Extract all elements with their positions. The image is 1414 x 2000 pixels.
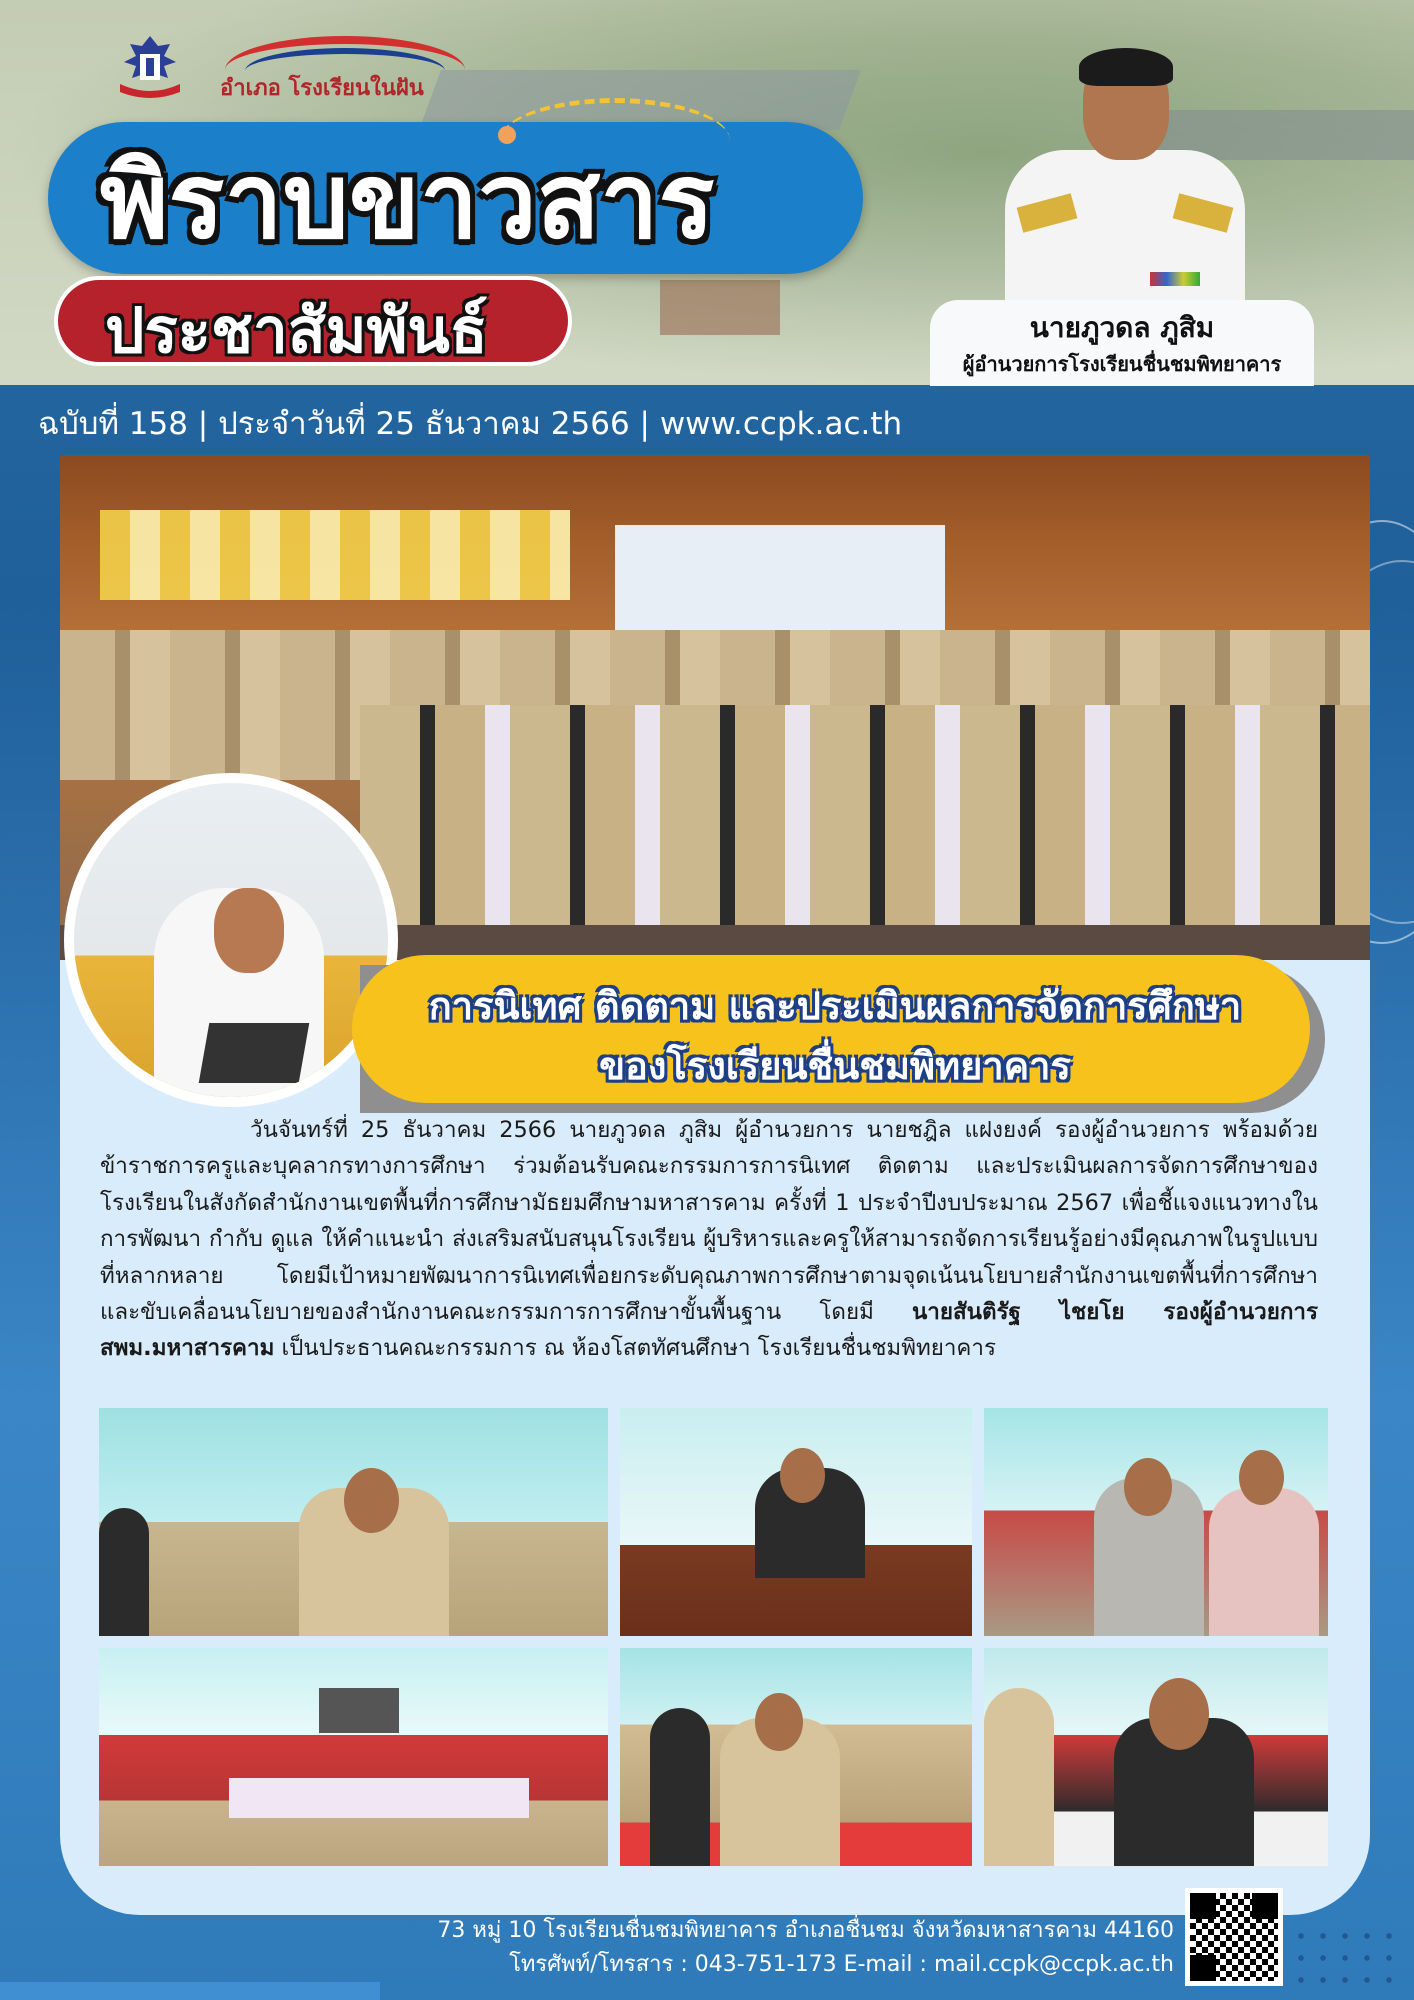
school-crest-logo: [110, 32, 190, 102]
article-body-bold: นายสันติรัฐ ไชยโย รองผู้อำนวยการ สพม.มหาสารคาม: [100, 1299, 1318, 1362]
dot-pattern-decoration: [1290, 1925, 1400, 1985]
dream-school-logo: [215, 30, 475, 100]
dream-school-logo-text: อำเภอ โรงเรียนในฝัน: [220, 76, 424, 101]
gallery-photo: [99, 1648, 608, 1866]
bottom-accent-bar: [0, 1982, 380, 2000]
gallery-photo: [984, 1648, 1328, 1866]
gallery-photo: [620, 1648, 972, 1866]
headline-line-1: การนิเทศ ติดตาม และประเมินผลการจัดการศึกษา: [428, 984, 1242, 1028]
article-body-part-1: วันจันทร์ที่ 25 ธันวาคม 2566 นายภูวดล ภูสิม ผู้อำนวยการ นายชฎิล แฝงยงค์ รองผู้อำนวยการ พร้อมด้วยข้าราชการครูและบุคลากรทางการศึกษา ร่วมต้อนรับคณะกรรมการการนิเทศ ติดตาม และประเมินผลการจัดการศึกษาของโรงเรียนในสังกัดสำนักงานเขตพื้นที่การศึกษามัธยมศึกษามหาสารคาม ครั้งที่ 1 ประจำปีงบประมาณ 2567 เพื่อชี้แจงแนวทางในการพัฒนา กำกับ ดูแล ให้คำแนะนำ ส่งเสริมสนับสนุนโรงเรียน ผู้บริหารและครูให้สามารถจัดการเรียนรู้อย่างมีคุณภาพในรูปแบบที่หลากหลาย โดยมีเป้าหมายพัฒนาการนิเทศเพื่อยกระดับคุณภาพการศึกษาตามจุดเน้นนโยบายสำนักงานเขตพื้นที่การศึกษา และขับเคลื่อนนโยบายของสำนักงานคณะกรรมการการศึกษาขั้นพื้นฐาน โดยมี: [100, 1117, 1318, 1326]
gallery-photo: [984, 1408, 1328, 1636]
director-name: นายภูวดล ภูสิม: [1029, 311, 1215, 344]
director-role: ผู้อำนวยการโรงเรียนชื่นชมพิทยาคาร: [962, 352, 1282, 376]
newsletter-title: พิราบขาวสาร: [100, 140, 715, 262]
footer-contact: โทรศัพท์/โทรสาร : 043-751-173 E-mail : mail.ccpk@ccpk.ac.th: [509, 1952, 1174, 1977]
qr-code[interactable]: [1185, 1888, 1283, 1986]
footer-address: 73 หมู่ 10 โรงเรียนชื่นชมพิทยาคาร อำเภอชื่นชม จังหวัดมหาสารคาม 44160: [437, 1918, 1174, 1943]
director-portrait: [1005, 50, 1245, 310]
speaker-circle-photo: [64, 773, 398, 1107]
gallery-photo: [99, 1408, 608, 1636]
issue-info: ฉบับที่ 158 | ประจำวันที่ 25 ธันวาคม 2566 | www.ccpk.ac.th: [38, 406, 903, 442]
article-body-part-2: เป็นประธานคณะกรรมการ ณ ห้องโสตทัศนศึกษา โรงเรียนชื่นชมพิทยาคาร: [274, 1335, 996, 1362]
article-body: [100, 1112, 1318, 1367]
gallery-photo: [620, 1408, 972, 1636]
headline-line-2: ของโรงเรียนชื่นชมพิทยาคาร: [599, 1044, 1071, 1088]
newsletter-subtitle: ประชาสัมพันธ์: [105, 294, 488, 367]
